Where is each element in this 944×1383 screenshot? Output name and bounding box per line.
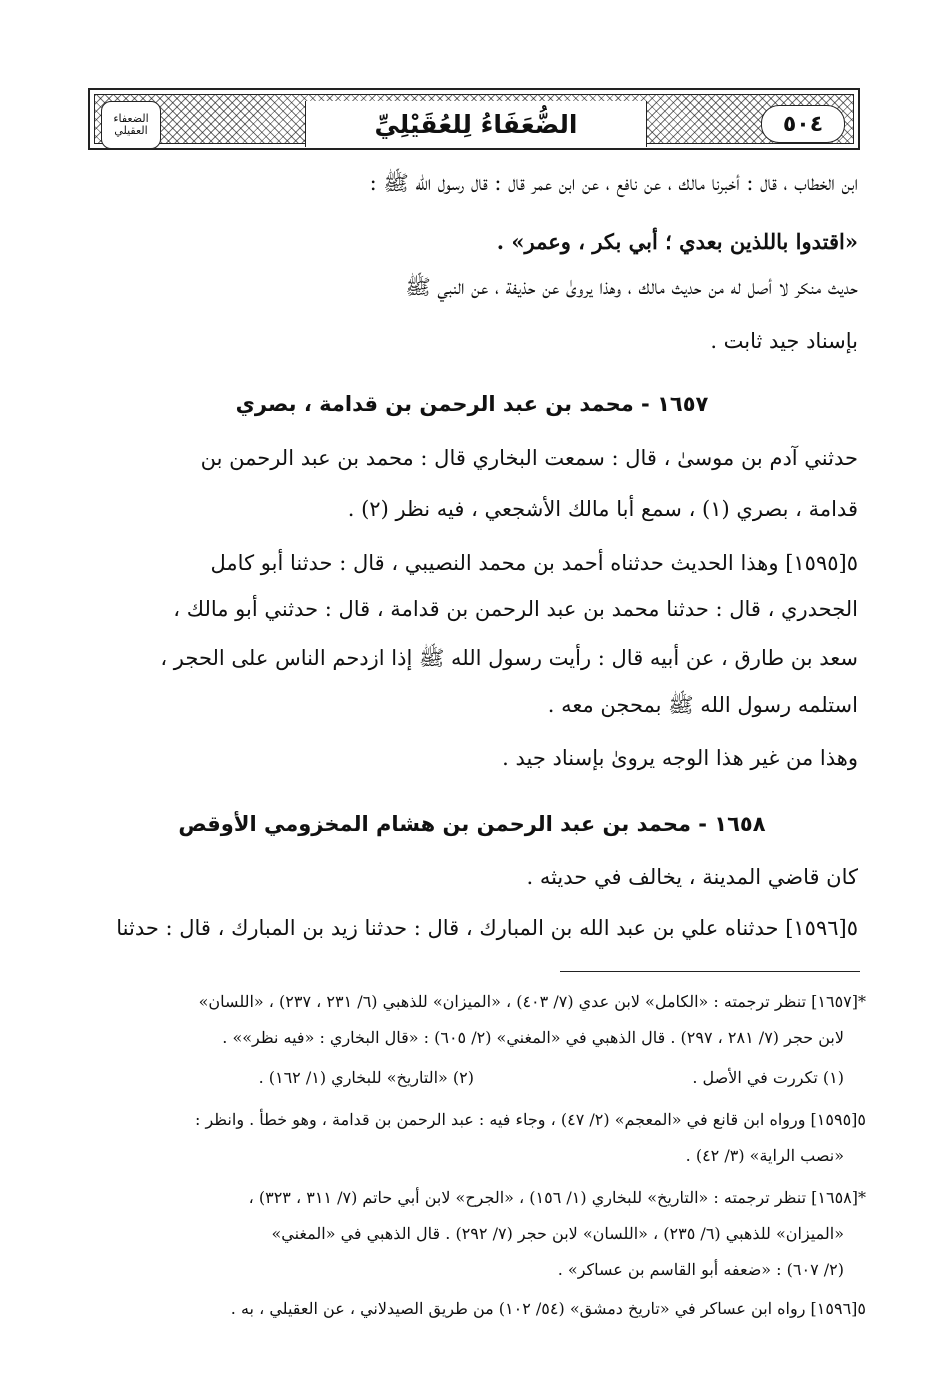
- footnote-line: «نصب الراية» (٣/ ٤٢) .: [685, 1146, 844, 1165]
- entry-heading-1657: ١٦٥٧ - محمد بن عبد الرحمن بن قدامة ، بصري: [235, 392, 709, 416]
- hadith-quote: «اقتدوا باللذين بعدي ؛ أبي بكر ، وعمر» .: [496, 229, 858, 254]
- body-line: سعد بن طارق ، عن أبيه قال : رأيت رسول الله ﷺ إذا ازدحم الناس على الحجر ،: [160, 646, 858, 670]
- body-line: كان قاضي المدينة ، يخالف في حديثه .: [526, 865, 858, 889]
- footnote-line: *[١٦٥٧] تنظر ترجمته : «الكامل» لابن عدي (٧/ ٤٠٣) ، «الميزان» للذهبي (٦/ ٢٣١ ، ٢٣٧) ، «اللسان»: [198, 992, 866, 1011]
- footnote-line: ٥[١٥٩٥] ورواه ابن قانع في «المعجم» (٢/ ٤٧) ، وجاء فيه : عبد الرحمن بن قدامة ، وهو خطأ . وانظر :: [194, 1110, 866, 1129]
- footnote-note-1: (١) تكررت في الأصل .: [692, 1068, 844, 1087]
- body-line: قدامة ، بصري (١) ، سمع أبا مالك الأشجعي ، فيه نظر (٢) .: [347, 497, 858, 521]
- footnote-line: *[١٦٥٨] تنظر ترجمته : «التاريخ» للبخاري (١/ ١٥٦) ، «الجرح» لابن أبي حاتم (٧/ ٣١١ ، ٣٢٣) ،: [248, 1188, 866, 1207]
- body-line: الجحدري ، قال : حدثنا محمد بن عبد الرحمن بن قدامة ، قال : حدثني أبو مالك ،: [173, 597, 858, 621]
- footnote-line: لابن حجر (٧/ ٢٨١ ، ٢٩٧) . قال الذهبي في «المغني» (٢/ ٦٠٥) : «قال البخاري : «فيه نظر»» .: [222, 1028, 844, 1047]
- book-title: الضُّعَفَاءُ لِلعُقَيْلِيِّ: [374, 109, 578, 139]
- header-title-box: [305, 101, 647, 147]
- body-line: ٥[١٥٩٥] وهذا الحديث حدثناه أحمد بن محمد النصيبي ، قال : حدثنا أبو كامل: [210, 551, 858, 575]
- header-ornament-frame: [94, 94, 854, 144]
- footnote-line: ٥[١٥٩٦] رواه ابن عساكر في «تاريخ دمشق» (٥٤/ ١٠٢) من طريق الصيدلاني ، عن العقيلي ، به .: [230, 1299, 866, 1318]
- footnote-line: «الميزان» للذهبي (٦/ ٢٣٥) ، «اللسان» لابن حجر (٧/ ٢٩٢) . قال الذهبي في «المغني»: [271, 1224, 844, 1243]
- body-line: حديث منكر لا أصل له من حديث مالك ، وهذا يروىٰ عن حذيفة ، عن النبي ﷺ: [405, 275, 858, 299]
- footnote-note-2: (٢) «التاريخ» للبخاري (١/ ١٦٢) .: [258, 1068, 474, 1087]
- body-line: وهذا من غير هذا الوجه يروىٰ بإسناد جيد .: [502, 746, 858, 770]
- publisher-seal: [101, 101, 161, 149]
- seal-line-2: العقيلي: [114, 124, 148, 137]
- body-line: ابن الخطاب ، قال : أخبرنا مالك ، عن نافع ، عن ابن عمر قال : قال رسول الله ﷺ :: [369, 171, 858, 195]
- body-line: حدثني آدم بن موسىٰ ، قال : سمعت البخاري قال : محمد بن عبد الرحمن بن: [200, 446, 858, 470]
- page-number-box: [761, 105, 845, 143]
- body-line: استلمه رسول الله ﷺ بمحجن معه .: [547, 693, 858, 717]
- footnote-divider: [560, 971, 860, 972]
- entry-heading-1658: ١٦٥٨ - محمد بن عبد الرحمن بن هشام المخزومي الأوقص: [178, 812, 766, 836]
- footnote-line: (٢/ ٦٠٧) : «ضعفه أبو القاسم بن عساكر» .: [557, 1260, 844, 1279]
- body-line: بإسناد جيد ثابت .: [710, 329, 858, 353]
- page-number: ٥٠٤: [782, 111, 824, 137]
- page-header: [88, 88, 860, 150]
- body-line: ٥[١٥٩٦] حدثناه علي بن عبد الله بن المبارك ، قال : حدثنا زيد بن المبارك ، قال : حدثنا: [116, 916, 858, 940]
- seal-line-1: الضعفاء: [113, 112, 149, 125]
